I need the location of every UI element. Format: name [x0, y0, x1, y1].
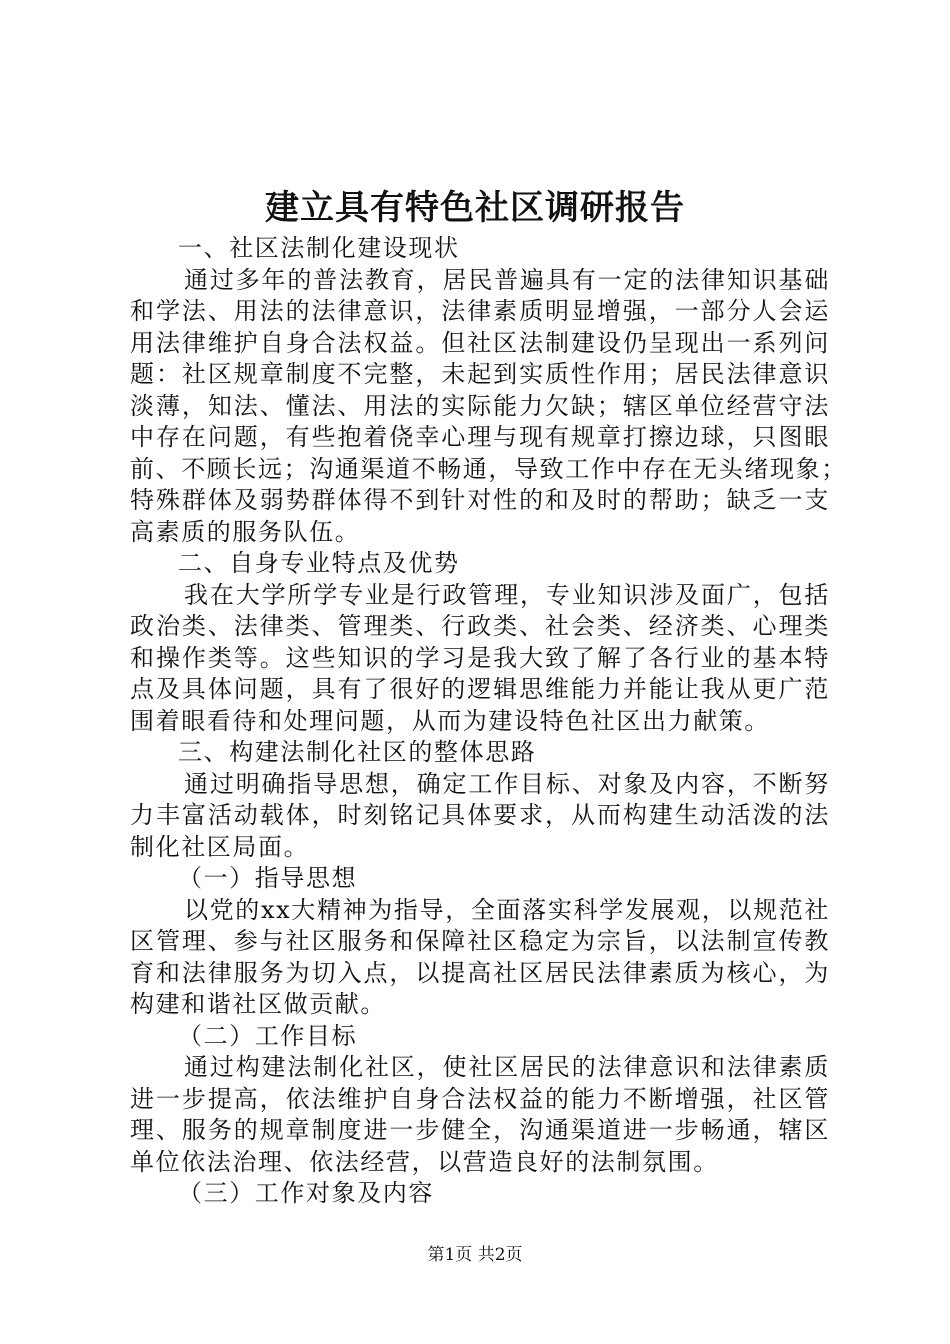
paragraph-line: 力丰富活动载体，时刻铭记具体要求，从而构建生动活泼的法: [130, 801, 830, 829]
paragraph-line: 中存在问题，有些抱着侥幸心理与现有规章打擦边球，只图眼: [130, 423, 830, 451]
document-body: [130, 233, 847, 1210]
paragraph-line: 特殊群体及弱势群体得不到针对性的和及时的帮助；缺乏一支: [130, 486, 830, 514]
paragraph-line: 用法律维护自身合法权益。但社区法制建设仍呈现出一系列问: [130, 328, 830, 357]
paragraph-line: 和学法、用法的法律意识，法律素质明显增强，一部分人会运: [130, 297, 830, 325]
paragraph-line: 进一步提高，依法维护自身合法权益的能力不断增强，社区管: [130, 1084, 830, 1113]
section-heading: 一、社区法制化建设现状: [178, 234, 460, 262]
paragraph-line: 我在大学所学专业是行政管理，专业知识涉及面广，包括: [184, 580, 830, 609]
paragraph-line: 育和法律服务为切入点，以提高社区居民法律素质为核心，为: [130, 958, 830, 987]
paragraph-line: 构建和谐社区做贡献。: [130, 990, 386, 1018]
paragraph-line: 前、不顾长远；沟通渠道不畅通，导致工作中存在无头绪现象；: [130, 454, 847, 483]
paragraph-line: 题：社区规章制度不完整，未起到实质性作用；居民法律意识: [130, 360, 830, 388]
paragraph-line: 通过多年的普法教育，居民普遍具有一定的法律知识基础: [184, 265, 830, 294]
section-heading: 二、自身专业特点及优势: [178, 549, 460, 577]
paragraph-line: 以党的xx大精神为指导，全面落实科学发展观，以规范社: [184, 895, 830, 924]
section-heading: 三、构建法制化社区的整体思路: [178, 738, 537, 766]
paragraph-line: 淡薄，知法、懂法、用法的实际能力欠缺；辖区单位经营守法: [130, 391, 830, 420]
subsection-heading: （一）指导思想: [178, 864, 358, 892]
paragraph-line: 点及具体问题，具有了很好的逻辑思维能力并能让我从更广范: [130, 675, 830, 703]
paragraph-line: 和操作类等。这些知识的学习是我大致了解了各行业的基本特: [130, 643, 830, 672]
subsection-heading: （二）工作目标: [178, 1021, 358, 1050]
paragraph-line: 政治类、法律类、管理类、行政类、社会类、经济类、心理类: [130, 612, 830, 640]
paragraph-line: 通过构建法制化社区，使社区居民的法律意识和法律素质: [184, 1053, 830, 1081]
subsection-heading: （三）工作对象及内容: [178, 1179, 434, 1207]
paragraph-line: 单位依法治理、依法经营，以营造良好的法制氛围。: [130, 1147, 719, 1176]
paragraph-line: 区管理、参与社区服务和保障社区稳定为宗旨，以法制宣传教: [130, 927, 830, 955]
paragraph-line: 通过明确指导思想，确定工作目标、对象及内容，不断努: [184, 769, 830, 798]
document-title: 建立具有特色社区调研报告: [265, 188, 685, 228]
paragraph-line: 围着眼看待和处理问题，从而为建设特色社区出力献策。: [130, 706, 770, 735]
paragraph-line: 制化社区局面。: [130, 832, 310, 861]
paragraph-line: 理、服务的规章制度进一步健全，沟通渠道进一步畅通，辖区: [130, 1116, 830, 1144]
paragraph-line: 高素质的服务队伍。: [130, 517, 361, 546]
page-footer: 第1页 共2页: [427, 1245, 523, 1265]
